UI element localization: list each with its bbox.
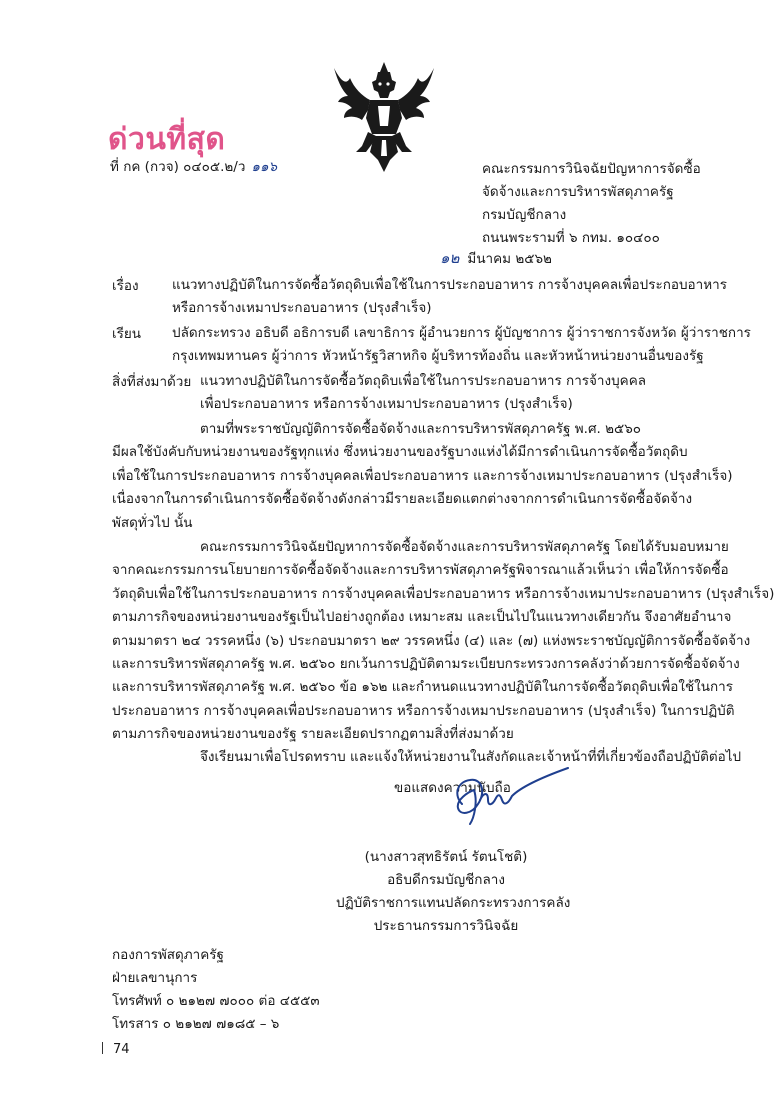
closing-salutation: ขอแสดงความนับถือ	[394, 780, 511, 796]
footer-line: โทรสาร ๐ ๒๑๒๗ ๗๑๘๕ – ๖	[112, 1016, 280, 1032]
garuda-emblem-icon	[328, 60, 440, 174]
paragraph-line: และการบริหารพัสดุภาครัฐ พ.ศ. ๒๕๖๐ ยกเว้นการปฏิบัติตามระเบียบกระทรวงการคลังว่าด้วยการจัดซื้อจัดจ้าง	[112, 656, 740, 673]
subject-label: เรื่อง	[112, 278, 139, 294]
page-number-value: 74	[113, 1042, 130, 1057]
recipient-line: ปลัดกระทรวง อธิบดี อธิการบดี เลขาธิการ ผู้อำนวยการ ผู้บัญชาการ ผู้ว่าราชการจังหวัด ผู้ว่าราชการ	[172, 325, 751, 341]
urgent-stamp: ด่วนที่สุด	[108, 122, 226, 157]
paragraph-line: จากคณะกรรมการนโยบายการจัดซื้อจัดจ้างและการบริหารพัสดุภาครัฐพิจารณาแล้วเห็นว่า เพื่อให้การจัดซื้อ	[112, 562, 729, 579]
contact-footer	[112, 944, 320, 1036]
reference-prefix: ที่ กค (กวจ) ๐๔๐๕.๒/ว	[110, 159, 246, 175]
agency-line: ถนนพระรามที่ ๖ กทม. ๑๐๔๐๐	[482, 230, 660, 246]
page-number	[102, 1042, 130, 1057]
paragraph-line: ตามภารกิจของหน่วยงานของรัฐ รายละเอียดปรากฏตามสิ่งที่ส่งมาด้วย	[112, 726, 514, 743]
recipient-line: กรุงเทพมหานคร ผู้ว่าการ หัวหน้ารัฐวิสาหกิจ ผู้บริหารท้องถิ่น และหัวหน้าหน่วยงานอื่นของรัฐ	[172, 348, 704, 364]
date-month-year: มีนาคม ๒๕๖๒	[467, 251, 552, 267]
paragraph-line: คณะกรรมการวินิจฉัยปัญหาการจัดซื้อจัดจ้างและการบริหารพัสดุภาครัฐ โดยได้รับมอบหมาย	[200, 539, 729, 555]
agency-line: จัดจ้างและการบริหารพัสดุภาครัฐ	[482, 184, 674, 200]
signature-image	[440, 752, 580, 832]
agency-line: คณะกรรมการวินิจฉัยปัญหาการจัดซื้อ	[482, 161, 701, 177]
agency-address	[482, 158, 701, 250]
paragraph-line: จึงเรียนมาเพื่อโปรดทราบ และแจ้งให้หน่วยงานในสังกัดและเจ้าหน้าที่ที่เกี่ยวข้องถือปฏิบัติต่อไป	[200, 749, 742, 765]
footer-line: ฝ่ายเลขานุการ	[112, 970, 198, 986]
reference-handwritten-number: ๑๑๖	[251, 159, 278, 175]
recipient-label: เรียน	[112, 326, 142, 342]
agency-line: กรมบัญชีกลาง	[482, 207, 567, 223]
paragraph-line: เนื่องจากในการดำเนินการจัดซื้อจัดจ้างดังกล่าวมีรายละเอียดแตกต่างจากการดำเนินการจัดซื้อจัดจ้าง	[112, 491, 693, 508]
signer-name: (นางสาวสุทธิรัตน์ รัตนโชติ)	[364, 849, 528, 865]
attachment-text	[200, 370, 646, 416]
paragraph-decision	[112, 536, 775, 747]
footer-line: กองการพัสดุภาครัฐ	[112, 947, 224, 963]
paragraph-line: วัตถุดิบเพื่อใช้ในการประกอบอาหาร การจ้างบุคคลเพื่อประกอบอาหาร หรือการจ้างเหมาประกอบอาหาร (ปรุงสำเร็จ)	[112, 585, 775, 602]
signer-title: อธิบดีกรมบัญชีกลาง	[387, 872, 505, 888]
attachment-line: แนวทางปฏิบัติในการจัดซื้อวัตถุดิบเพื่อใช้ในการประกอบอาหาร การจ้างบุคคล	[200, 373, 647, 389]
page-number-divider	[102, 1042, 103, 1054]
paragraph-line: และการบริหารพัสดุภาครัฐ พ.ศ. ๒๕๖๐ ข้อ ๑๖๒ และกำหนดแนวทางปฏิบัติในการจัดซื้อวัตถุดิบเพื่อใช้ในการ	[112, 679, 733, 696]
paragraph-background	[112, 418, 733, 535]
date-day-handwritten: ๑๒	[440, 249, 460, 267]
paragraph-line: ตามมาตรา ๒๔ วรรคหนึ่ง (๖) ประกอบมาตรา ๒๙ วรรคหนึ่ง (๔) และ (๗) แห่งพระราชบัญญัติการจัดซื้อจัดจ้าง	[112, 632, 751, 649]
document-date	[440, 246, 552, 270]
paragraph-line: ตามที่พระราชบัญญัติการจัดซื้อจัดจ้างและการบริหารพัสดุภาครัฐ พ.ศ. ๒๕๖๐	[200, 421, 642, 437]
paragraph-line: ประกอบอาหาร การจ้างบุคคลเพื่อประกอบอาหาร หรือการจ้างเหมาประกอบอาหาร (ปรุงสำเร็จ) ในการปฏิบัติ	[112, 702, 735, 719]
paragraph-line: พัสดุทั่วไป นั้น	[112, 514, 193, 531]
paragraph-line: ตามภารกิจของหน่วยงานของรัฐเป็นไปอย่างถูกต้อง เหมาะสม และเป็นไปในแนวทางเดียวกัน จึงอาศัยอำนาจ	[112, 609, 732, 626]
attachment-line: เพื่อประกอบอาหาร หรือการจ้างเหมาประกอบอาหาร (ปรุงสำเร็จ)	[200, 396, 573, 412]
footer-line: โทรศัพท์ ๐ ๒๑๒๗ ๗๐๐๐ ต่อ ๔๕๕๓	[112, 993, 320, 1009]
subject-text	[172, 274, 727, 320]
signer-title: ประธานกรรมการวินิจฉัย	[373, 918, 519, 934]
paragraph-line: เพื่อใช้ในการประกอบอาหาร การจ้างบุคคลเพื่อประกอบอาหาร และการจ้างเหมาประกอบอาหาร (ปรุงสำเร็จ)	[112, 467, 733, 484]
paragraph-request	[112, 746, 742, 769]
signer-title: ปฏิบัติราชการแทนปลัดกระทรวงการคลัง	[336, 895, 571, 911]
reference-number	[110, 155, 277, 177]
subject-line: แนวทางปฏิบัติในการจัดซื้อวัตถุดิบเพื่อใช้ในการประกอบอาหาร การจ้างบุคคลเพื่อประกอบอาหาร	[172, 277, 727, 293]
signer-block	[336, 846, 571, 938]
paragraph-line: มีผลใช้บังคับกับหน่วยงานของรัฐทุกแห่ง ซึ่งหน่วยงานของรัฐบางแห่งได้มีการดำเนินการจัดซื้อวัตถุดิบ	[112, 444, 688, 461]
subject-line: หรือการจ้างเหมาประกอบอาหาร (ปรุงสำเร็จ)	[172, 300, 432, 316]
attachment-label: สิ่งที่ส่งมาด้วย	[112, 374, 192, 390]
recipient-text	[172, 322, 751, 368]
